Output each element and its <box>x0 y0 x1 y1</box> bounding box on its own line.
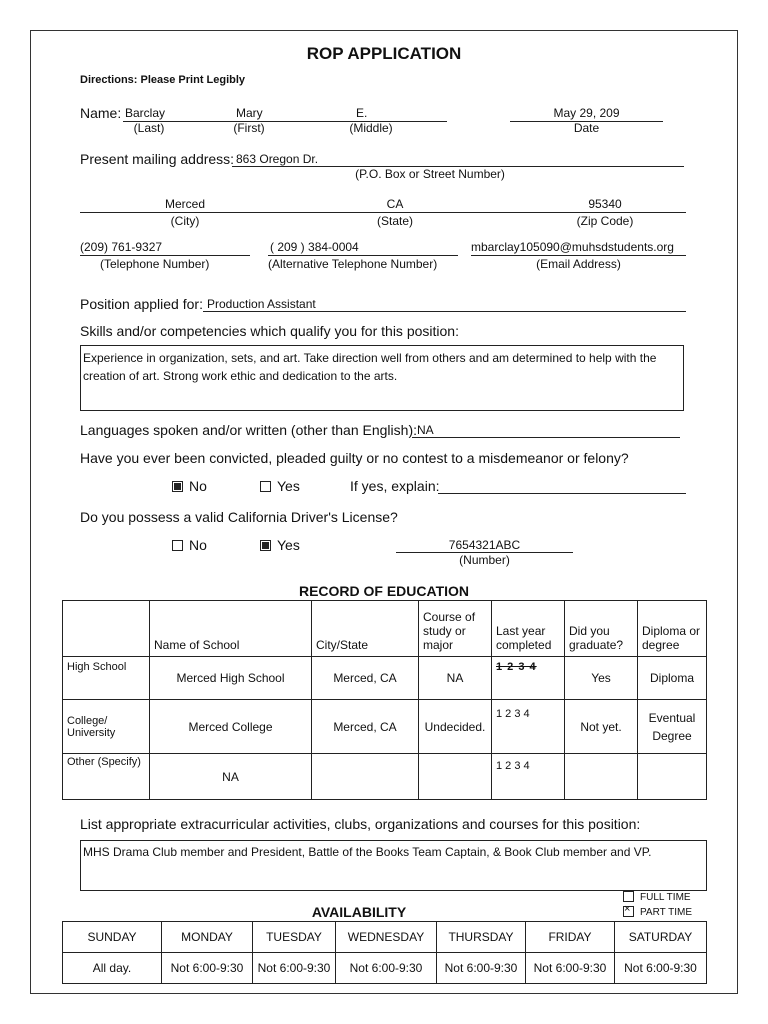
time-sunday[interactable]: All day. <box>63 953 162 984</box>
date-caption: Date <box>573 121 600 135</box>
education-header-row <box>63 601 707 657</box>
street-value[interactable]: 863 Oregon Dr. <box>236 152 319 166</box>
days-row <box>63 922 707 953</box>
time-saturday[interactable]: Not 6:00-9:30 <box>615 953 707 984</box>
conviction-question: Have you ever been convicted, pleaded guilty or no contest to a misdemeanor or felony? <box>80 450 629 466</box>
last-caption: (Last) <box>133 121 165 135</box>
row-school[interactable]: Merced High School <box>150 657 312 700</box>
row-years[interactable]: 1 2 3 4 <box>492 700 565 754</box>
row-city[interactable]: Merced, CA <box>312 700 419 754</box>
row-years-crossed[interactable] <box>492 657 565 700</box>
zip-caption: (Zip Code) <box>576 214 634 228</box>
extracurricular-label: List appropriate extracurricular activities, clubs, organizations and courses for this position: <box>80 816 641 832</box>
skills-label: Skills and/or competencies which qualify you for this position: <box>80 323 459 339</box>
time-friday[interactable]: Not 6:00-9:30 <box>526 953 615 984</box>
row-city[interactable] <box>312 754 419 800</box>
checkbox-icon[interactable] <box>260 481 271 492</box>
day-sunday: SUNDAY <box>63 922 162 953</box>
header-city: City/State <box>312 601 419 657</box>
availability-table <box>62 921 707 984</box>
state-value[interactable]: CA <box>386 197 404 211</box>
row-grad[interactable]: Yes <box>565 657 638 700</box>
languages-line <box>412 437 680 438</box>
times-row <box>63 953 707 984</box>
extracurricular-value: MHS Drama Club member and President, Battle of the Books Team Captain, & Book Club member and VP. <box>83 845 652 859</box>
license-no-label: No <box>189 537 207 553</box>
explain-line[interactable] <box>438 493 686 494</box>
row-level: Other (Specify) <box>63 754 150 800</box>
license-number-caption: (Number) <box>459 553 510 567</box>
street-caption: (P.O. Box or Street Number) <box>355 167 505 181</box>
checkbox-icon[interactable] <box>172 540 183 551</box>
date-value[interactable]: May 29, 209 <box>553 106 620 120</box>
conviction-no-label: No <box>189 478 207 494</box>
day-tuesday: TUESDAY <box>253 922 336 953</box>
row-level: High School <box>63 657 150 700</box>
time-monday[interactable]: Not 6:00-9:30 <box>162 953 253 984</box>
conviction-no-option[interactable] <box>172 478 207 494</box>
license-no-option[interactable] <box>172 537 207 553</box>
alt-phone-line <box>268 255 458 256</box>
header-major: Course of study or major <box>419 601 492 657</box>
last-name-value[interactable]: Barclay <box>125 106 166 120</box>
row-city[interactable]: Merced, CA <box>312 657 419 700</box>
mailing-label: Present mailing address: <box>80 151 235 167</box>
years-value: 1 2 3 4 <box>496 661 537 673</box>
header-level <box>63 601 150 657</box>
availability-heading: AVAILABILITY <box>311 904 407 920</box>
time-tuesday[interactable]: Not 6:00-9:30 <box>253 953 336 984</box>
time-thursday[interactable]: Not 6:00-9:30 <box>437 953 526 984</box>
checkbox-icon[interactable] <box>623 891 634 902</box>
row-degree[interactable] <box>638 754 707 800</box>
row-school[interactable]: NA <box>150 754 312 800</box>
row-grad[interactable] <box>565 754 638 800</box>
directions: Directions: Please Print Legibly <box>80 74 246 86</box>
conviction-yes-option[interactable] <box>260 478 300 494</box>
alt-phone-value[interactable]: ( 209 ) 384-0004 <box>270 240 359 254</box>
email-line <box>471 255 686 256</box>
education-heading: RECORD OF EDUCATION <box>298 583 470 599</box>
position-line <box>203 311 686 312</box>
form-title: ROP APPLICATION <box>306 44 462 63</box>
row-degree[interactable]: Eventual Degree <box>638 700 707 754</box>
day-saturday: SATURDAY <box>615 922 707 953</box>
skills-value: Experience in organization, sets, and art. Take direction well from others and am determined to help with the creation of art. Strong work ethic and dedication to the arts. <box>83 351 657 383</box>
conviction-yes-label: Yes <box>277 478 300 494</box>
education-table <box>62 600 707 800</box>
position-value[interactable]: Production Assistant <box>207 297 316 311</box>
city-value[interactable]: Merced <box>164 197 205 211</box>
row-grad[interactable]: Not yet. <box>565 700 638 754</box>
time-wednesday[interactable]: Not 6:00-9:30 <box>336 953 437 984</box>
license-number-value[interactable]: 7654321ABC <box>448 538 521 552</box>
first-caption: (First) <box>233 121 265 135</box>
name-line <box>123 121 447 122</box>
first-name-value[interactable]: Mary <box>236 106 263 120</box>
email-value[interactable]: mbarclay105090@muhsdstudents.org <box>471 240 674 254</box>
license-yes-label: Yes <box>277 537 300 553</box>
zip-value[interactable]: 95340 <box>588 197 622 211</box>
header-graduate: Did you graduate? <box>565 601 638 657</box>
table-row <box>63 700 707 754</box>
phone-value[interactable]: (209) 761-9327 <box>80 240 163 254</box>
full-time-option[interactable] <box>623 892 691 903</box>
header-school: Name of School <box>150 601 312 657</box>
full-time-label: FULL TIME <box>640 892 691 904</box>
row-major[interactable]: Undecided. <box>419 700 492 754</box>
email-caption: (Email Address) <box>536 257 621 271</box>
city-state-zip-line <box>80 212 686 213</box>
table-row <box>63 657 707 700</box>
part-time-label: PART TIME <box>640 907 693 919</box>
middle-name-value[interactable]: E. <box>356 106 368 120</box>
row-level: College/ University <box>63 700 150 754</box>
extracurricular-box[interactable] <box>80 840 707 891</box>
license-yes-option[interactable] <box>260 537 300 553</box>
table-row <box>63 754 707 800</box>
row-school[interactable]: Merced College <box>150 700 312 754</box>
header-degree: Diploma or degree <box>638 601 707 657</box>
day-monday: MONDAY <box>162 922 253 953</box>
alt-phone-caption: (Alternative Telephone Number) <box>268 257 438 271</box>
checkbox-checked-icon[interactable] <box>260 540 271 551</box>
row-degree[interactable]: Diploma <box>638 657 707 700</box>
languages-label: Languages spoken and/or written (other than English): <box>80 422 417 438</box>
day-thursday: THURSDAY <box>437 922 526 953</box>
skills-box[interactable] <box>80 345 684 411</box>
row-major[interactable] <box>419 754 492 800</box>
license-question: Do you possess a valid California Driver's License? <box>80 509 398 525</box>
row-years[interactable]: 1 2 3 4 <box>492 754 565 800</box>
phone-line <box>80 255 250 256</box>
header-last-year: Last year completed <box>492 601 565 657</box>
day-wednesday: WEDNESDAY <box>336 922 437 953</box>
checkbox-checked-icon[interactable] <box>172 481 183 492</box>
day-friday: FRIDAY <box>526 922 615 953</box>
languages-value[interactable]: NA <box>417 423 434 437</box>
explain-label: If yes, explain: <box>350 478 440 494</box>
position-label: Position applied for: <box>80 296 203 312</box>
row-major[interactable]: NA <box>419 657 492 700</box>
phone-caption: (Telephone Number) <box>100 257 210 271</box>
city-caption: (City) <box>170 214 200 228</box>
middle-caption: (Middle) <box>349 121 393 135</box>
state-caption: (State) <box>376 214 413 228</box>
name-label: Name: <box>80 105 122 121</box>
